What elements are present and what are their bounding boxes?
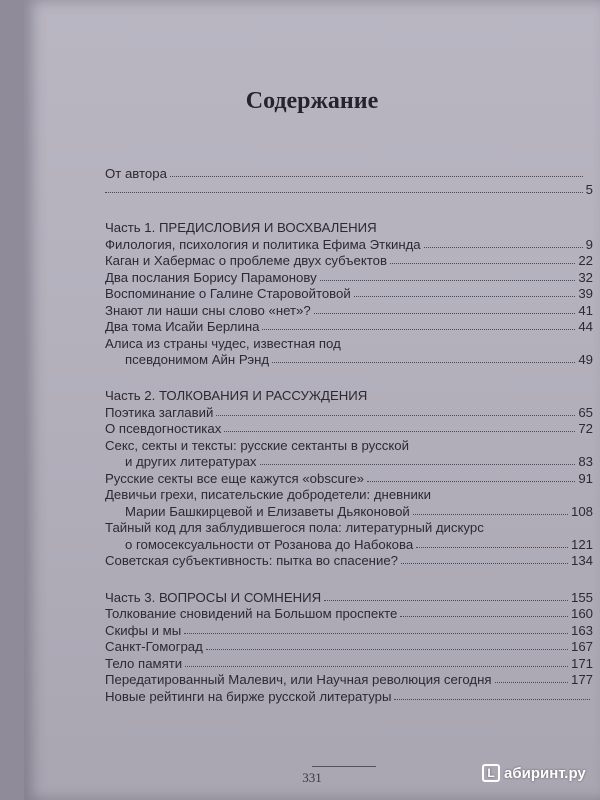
dot-leader xyxy=(260,464,576,465)
toc-part-heading: Часть 2. ТОЛКОВАНИЯ И РАССУЖДЕНИЯ xyxy=(105,388,368,403)
dot-leader xyxy=(262,329,575,330)
toc-entry xyxy=(105,469,593,486)
toc-entry xyxy=(105,318,593,335)
dot-leader xyxy=(185,666,568,667)
page-number: 331 xyxy=(302,770,322,785)
toc-entry xyxy=(105,519,593,552)
toc-entry-title: Алиса из страны чудес, известная под xyxy=(105,335,341,351)
toc-entry-title: Филология, психология и политика Ефима Эткинда xyxy=(105,236,421,252)
toc-page-number: 177 xyxy=(570,672,593,687)
toc-entry-title: и других литературах xyxy=(125,454,257,469)
toc-entry-title: Тайный код для заблудившегося пола: литературный дискурс xyxy=(105,520,484,535)
toc-entry xyxy=(105,605,593,622)
toc-entry-title: о гомосексуальности от Розанова до Набокова xyxy=(125,536,414,552)
toc-page-number: 49 xyxy=(578,352,593,367)
toc-entry-preface xyxy=(105,164,593,197)
toc-page-number: 32 xyxy=(578,269,593,285)
dot-leader xyxy=(184,633,568,634)
toc-entry xyxy=(105,420,593,437)
toc-page-number: 167 xyxy=(570,639,593,654)
toc-entry xyxy=(105,403,593,420)
toc-entry xyxy=(105,621,593,638)
toc-page-number: 134 xyxy=(570,553,593,568)
toc-part-heading: Часть 1. ПРЕДИСЛОВИЯ И ВОСХВАЛЕНИЯ xyxy=(105,220,377,235)
toc-entry-title: Поэтика заглавий xyxy=(105,404,214,420)
toc-entry xyxy=(105,252,593,269)
toc-page-number: 171 xyxy=(570,655,593,671)
toc-entry-title: Тело памяти xyxy=(105,655,183,671)
toc-entry xyxy=(105,235,593,252)
toc-entry xyxy=(105,268,593,285)
toc-part-heading: Часть 3. ВОПРОСЫ И СОМНЕНИЯ 155 xyxy=(105,589,593,605)
toc-entry xyxy=(105,671,593,688)
toc-page-number: 41 xyxy=(578,302,593,318)
table-of-contents xyxy=(105,164,593,704)
toc-page-number: 22 xyxy=(578,253,593,268)
toc-page-number: 91 xyxy=(578,470,593,486)
watermark xyxy=(482,764,586,782)
footer-rule xyxy=(312,766,376,767)
toc-entry xyxy=(105,552,593,569)
book-page xyxy=(24,0,600,800)
toc-entry-title: Санкт-Гомоград xyxy=(105,639,203,654)
toc-entry-title: Два тома Исайи Берлина xyxy=(105,319,260,334)
dot-leader xyxy=(224,431,575,432)
toc-entry xyxy=(105,486,593,519)
dot-leader xyxy=(354,296,576,297)
toc-entry-title: Два послания Борису Парамонову xyxy=(105,269,317,285)
toc-entry xyxy=(105,285,593,302)
toc-page-number: 163 xyxy=(570,622,593,638)
dot-leader xyxy=(401,563,568,564)
dot-leader xyxy=(216,415,575,416)
toc-entry xyxy=(105,654,593,671)
toc-entry-title: псевдонимом Айн Рэнд xyxy=(125,352,270,367)
toc-entry-title: Советская субъективность: пытка во спасение? xyxy=(105,553,398,568)
toc-entry xyxy=(105,436,593,469)
dot-leader xyxy=(367,481,575,482)
toc-entry-title: Девичьи грехи, писательские добродетели: дневники xyxy=(105,487,431,502)
toc-page-number: 5 xyxy=(585,182,593,197)
dot-leader xyxy=(272,362,575,363)
toc-entry-title: Знают ли наши сны слово «нет»? xyxy=(105,302,311,318)
dot-leader xyxy=(400,616,568,617)
toc-entry xyxy=(105,301,593,318)
toc-entry-title: Толкование сновидений на Большом проспекте xyxy=(105,606,398,621)
dot-leader xyxy=(413,514,568,515)
dot-leader xyxy=(105,192,583,193)
dot-leader xyxy=(314,313,576,314)
toc-entry-title: Передатированный Малевич, или Научная революция сегодня xyxy=(105,672,492,687)
toc-entry-title: Марии Башкирцевой и Елизаветы Дьяконовой xyxy=(125,503,410,519)
dot-leader xyxy=(320,280,576,281)
dot-leader xyxy=(424,247,583,248)
toc-page-number: 44 xyxy=(578,319,593,334)
toc-entry-title: О псевдогностиках xyxy=(105,421,222,436)
toc-entry xyxy=(105,334,593,367)
toc-page-number: 121 xyxy=(570,536,593,552)
toc-page-number: 65 xyxy=(578,404,593,420)
toc-page-number: 83 xyxy=(578,454,593,469)
toc-page-number: 155 xyxy=(570,589,593,605)
toc-entry-title: Новые рейтинги на бирже русской литературы xyxy=(105,688,392,704)
toc-entry xyxy=(105,638,593,655)
toc-entry-title: Секс, секты и тексты: русские сектанты в русской xyxy=(105,437,409,453)
toc-entry-title: Каган и Хабермас о проблеме двух субъектов xyxy=(105,253,388,268)
toc-entry-title: Воспоминание о Галине Старовойтовой xyxy=(105,286,351,301)
toc-entry-title: Русские секты все еще кажутся «obscure» xyxy=(105,470,364,486)
toc-entry-title: Скифы и мы xyxy=(105,622,182,638)
page-title: Содержание xyxy=(245,88,379,114)
toc-entry xyxy=(105,687,593,704)
toc-page-number: 72 xyxy=(578,421,593,436)
watermark-text: абиринт.ру xyxy=(504,764,586,782)
dot-leader xyxy=(495,682,568,683)
toc-page-number: 39 xyxy=(578,286,593,301)
dot-leader xyxy=(390,263,575,264)
dot-leader xyxy=(170,176,583,177)
dot-leader xyxy=(206,649,568,650)
toc-page-number: 108 xyxy=(570,503,593,519)
labirint-logo-icon: L xyxy=(482,764,500,782)
toc-page-number: 9 xyxy=(585,236,593,252)
dot-leader xyxy=(416,547,568,548)
dot-leader xyxy=(394,699,590,700)
toc-entry-title: От автора xyxy=(105,165,167,181)
toc-page-number: 160 xyxy=(570,606,593,621)
